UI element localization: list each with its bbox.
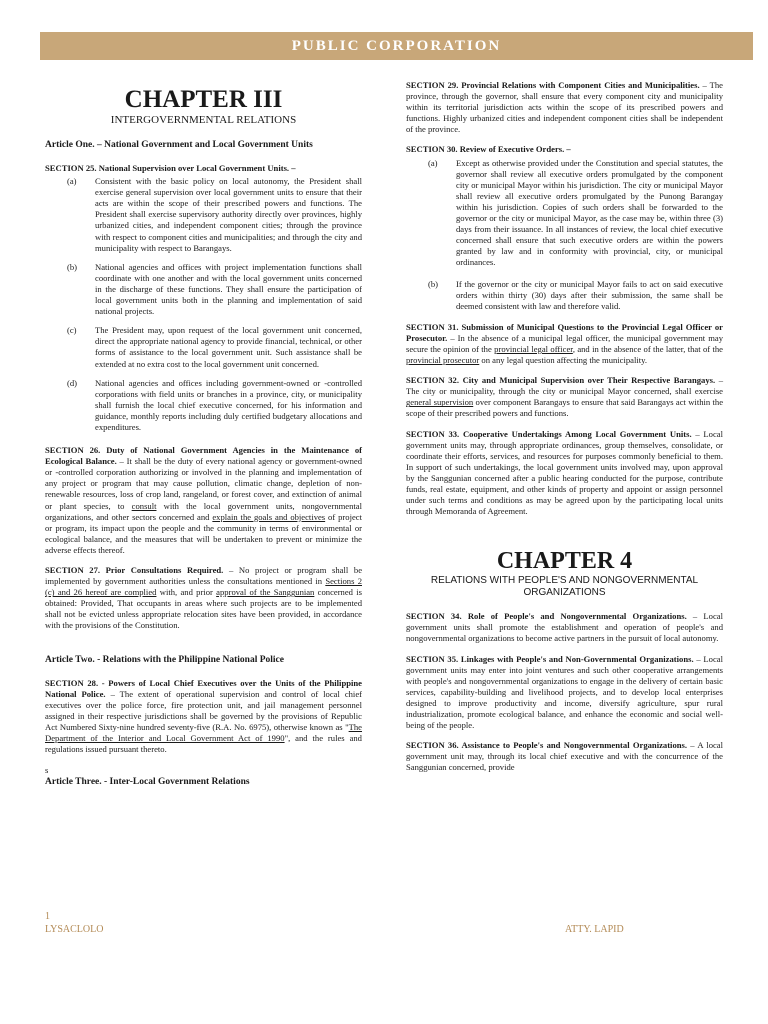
section-36: SECTION 36. Assistance to People's and Nongovernmental Organizations. – A local government unit may, through its local chief executive and with the concurrence of the Sanggunian concerned, provide (406, 740, 724, 773)
list-item: (a) Except as otherwise provided under the Constitution and special statutes, the governor shall review all executive orders promulgated by the component city or municipal Mayor within his jurisdiction. The city or municipal Mayor shall review all executive orders promulgated by the Punong Barangay within his jurisdiction. Copies of such orders shall be forwarded to the governor or the city or municipal Mayor, as the case may be, within three (3) days from their issuance. In all instances of review, the local chief executive concerned shall ensure that such executive orders are within the powers granted by law and in conformity with provincial, city, or municipal ordinances. (428, 157, 723, 268)
list-item: (b) National agencies and offices with project implementation functions shall coordinate with one another and with the local government units concerned in the discharge of these functions. They shall ensure the participation of local government units both in the planning and implementation of said national projects. (67, 261, 362, 317)
article-heading: Article One. – National Government and Local Government Units (45, 140, 313, 150)
section-27: SECTION 27. Prior Consultations Required. – No project or program shall be implemented by government authorities unless the consultations mentioned in Sections 2 (c) and 26 hereof are complied with, and prior approval of the Sanggunian concerned is obtained: Provided, That occupants in areas where such projects are to be implemented shall not be evicted unless appropriate relocation sites have been provided, in accordance with the provisions of the Constitution. (45, 565, 363, 631)
left-column (45, 80, 362, 800)
section-32: SECTION 32. City and Municipal Supervision over Their Respective Barangays. – The city or municipality, through the city or municipal Mayor concerned, shall exercise general supervision over component Barangays to ensure that said Barangays act within the scope of their prescribed powers and functions. (406, 375, 724, 419)
page-number: 1 (45, 911, 50, 922)
list-item: (d) National agencies and offices including government-owned or -controlled corporations with field units or branches in a province, city, or municipality shall furnish the local chief executive concerned, for his information and guidance, monthly reports including duly certified budgetary allocations and expenditures. (67, 377, 362, 432)
header-banner (40, 32, 753, 60)
right-column (406, 80, 723, 783)
section-26: SECTION 26. Duty of National Government Agencies in the Maintenance of Ecological Balance. – It shall be the duty of every national agency or government-owned or -controlled corporation authorizing or involved in the planning and implementation of any project or program that may cause pollution, climatic change, depletion of non-renewable resources, loss of crop land, rangeland, or forest cover, and extinction of animal or plant species, to consult with the local government units, nongovernmental organizations, and other sectors concerned and explain the goals and objectives of project or program, its impact upon the people and the community in terms of environmental or ecological balance, and the measures that will be undertaken to prevent or minimize the adverse effects thereof. (45, 445, 362, 555)
footer-author: LYSACLOLO (45, 924, 104, 935)
section-29: SECTION 29. Provincial Relations with Component Cities and Municipalities. – The province, through the governor, shall ensure that every component city and municipality within its territorial jurisdiction acts within the scope of its prescribed powers and functions. Highly urbanized cities and independent component cities shall be independent of the province. (406, 80, 723, 135)
section-34: SECTION 34. Role of People's and Nongovernmental Organizations. – Local government units shall promote the establishment and operation of people's and nongovernmental organizations to become active partners in the pursuit of local autonomy. (406, 611, 723, 644)
chapter-subtitle: RELATIONS WITH PEOPLE'S AND NONGOVERNMENTAL ORGANIZATIONS (430, 575, 699, 599)
stray-character: s (45, 765, 49, 776)
list-item: (c) The President may, upon request of the local government unit concerned, direct the appropriate national agency to provide financial, technical, or other forms of assistance to the local government unit. Such assistance shall be extended at no extra cost to the local government unit concerned. (67, 325, 362, 369)
list-item: (b) If the governor or the city or municipal Mayor fails to act on said executive orders within thirty (30) days after their submission, the same shall be deemed consistent with law and therefore valid. (428, 278, 723, 311)
chapter-title: CHAPTER 4 (496, 548, 633, 575)
banner-title: PUBLIC CORPORATION (291, 37, 502, 54)
chapter-title: CHAPTER III (124, 86, 283, 113)
section-31: SECTION 31. Submission of Municipal Questions to the Provincial Legal Officer or Prosecutor. – In the absence of a municipal legal officer, the municipal government may secure the opinion of the provincial legal officer, and in the absence of the latter, that of the provincial prosecutor on any legal question affecting the municipality. (406, 321, 723, 366)
section-25-heading: SECTION 25. National Supervision over Local Government Units. – (45, 163, 296, 173)
section-30-heading: SECTION 30. Review of Executive Orders. – (406, 144, 571, 155)
chapter-subtitle: INTERGOVERNMENTAL RELATIONS (110, 114, 297, 126)
article-heading: Article Two. - Relations with the Philippine National Police (45, 654, 284, 665)
section-28: SECTION 28. - Powers of Local Chief Executives over the Units of the Philippine National Police. – The extent of operational supervision and control of local chief executives over the police force, fire protection unit, and jail management personnel assigned in their respective jurisdictions shall be governed by the provisions of Republic Act Numbered Sixty-nine hundred seventy-five (R.A. No. 6975), otherwise known as "The Department of the Interior and Local Government Act of 1990", and the rules and regulations issued pursuant thereto. (45, 677, 363, 755)
footer-left (45, 910, 103, 936)
section-33: SECTION 33. Cooperative Undertakings Among Local Government Units. – Local government units may, through appropriate ordinances, group themselves, consolidate, or coordinate their efforts, services, and resources for purposes commonly beneficial to them. In support of such undertakings, the local government units involved may, upon approval by the Sanggunian concerned after a public hearing conducted for the purpose, contribute funds, real estate, equipment, and other kinds of property and appoint or assign personnel under such terms and conditions as may be agreed upon by the participating local units through Memoranda of Agreement. (406, 428, 723, 517)
section-35: SECTION 35. Linkages with People's and Non-Governmental Organizations. – Local government units may enter into joint ventures and such other cooperative arrangements with people's and nongovernmental organizations to engage in the delivery of certain basic services, capability-building and livelihood projects, and to develop local enterprises designed to improve productivity and income, diversify agriculture, spur rural industrialization, promote ecological balance, and enhance the economic and social well-being of the people. (406, 653, 723, 731)
article-heading: Article Three. - Inter-Local Government Relations (45, 777, 250, 788)
list-item: (a) Consistent with the basic policy on local autonomy, the President shall exercise general supervision over local government units to ensure that their acts are within the scope of their prescribed powers and functions. The President shall exercise supervisory authority directly over provinces, highly urbanized cities, and independent component cities; through the province with respect to component cities and municipalities; and through the city and municipality with respect to Barangays. (67, 176, 362, 253)
footer-right: ATTY. LAPID (565, 924, 624, 935)
